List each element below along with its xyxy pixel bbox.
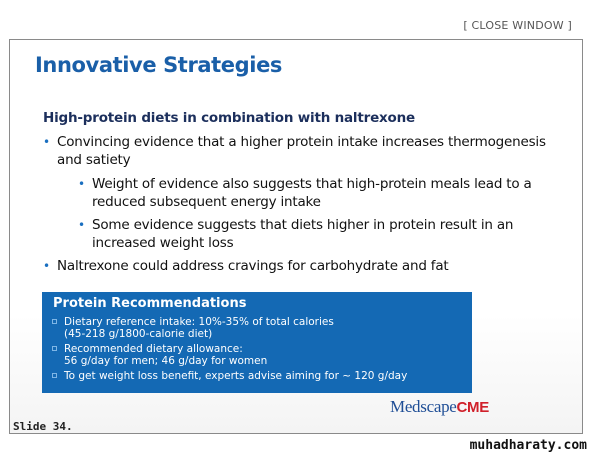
sub-bullet-item (78, 216, 563, 252)
watermark: muhadharaty.com (469, 438, 587, 453)
square-bullet-icon (52, 319, 57, 324)
box-item-text: To get weight loss benefit, experts advise aiming for ~ 120 g/day (64, 370, 408, 382)
bullet-dot-icon: • (43, 259, 50, 273)
box-item (50, 316, 464, 340)
bullet-dot-icon: • (78, 177, 85, 191)
bullet-item (43, 257, 563, 275)
close-window-link[interactable]: [ CLOSE WINDOW ] (463, 19, 572, 32)
medscape-cme-logo (390, 397, 489, 417)
bullet-text: Some evidence suggests that diets higher in protein result in an increased weight loss (92, 217, 514, 251)
bullet-text: Naltrexone could address cravings for carbohydrate and fat (57, 258, 449, 274)
bullet-text: Convincing evidence that a higher protein intake increases thermogenesis and satiety (57, 134, 546, 168)
box-item-text: Dietary reference intake: 10%-35% of total calories (64, 316, 334, 328)
bullet-dot-icon: • (43, 135, 50, 149)
logo-accent-text: CME (456, 399, 489, 416)
box-item-text: 56 g/day for men; 46 g/day for women (64, 355, 268, 367)
box-item-text: (45-218 g/1800-calorie diet) (64, 328, 213, 340)
box-title: Protein Recommendations (53, 296, 247, 311)
slide-panel (9, 39, 583, 434)
box-item (50, 370, 464, 382)
logo-main-text: Medscape (390, 397, 457, 416)
square-bullet-icon (52, 346, 57, 351)
bullet-list (43, 133, 563, 281)
sub-bullet-item (78, 175, 563, 211)
bullet-text: Weight of evidence also suggests that high-protein meals lead to a reduced subsequent energy intake (92, 176, 532, 210)
bullet-dot-icon: • (78, 218, 85, 232)
square-bullet-icon (52, 373, 57, 378)
box-item-text: Recommended dietary allowance: (64, 343, 243, 355)
bullet-item (43, 133, 563, 169)
slide-title: Innovative Strategies (35, 53, 283, 77)
protein-recommendations-box (42, 292, 472, 393)
slide-subhead: High-protein diets in combination with naltrexone (43, 110, 415, 126)
box-item (50, 343, 464, 367)
slide-number: Slide 34. (13, 420, 73, 433)
